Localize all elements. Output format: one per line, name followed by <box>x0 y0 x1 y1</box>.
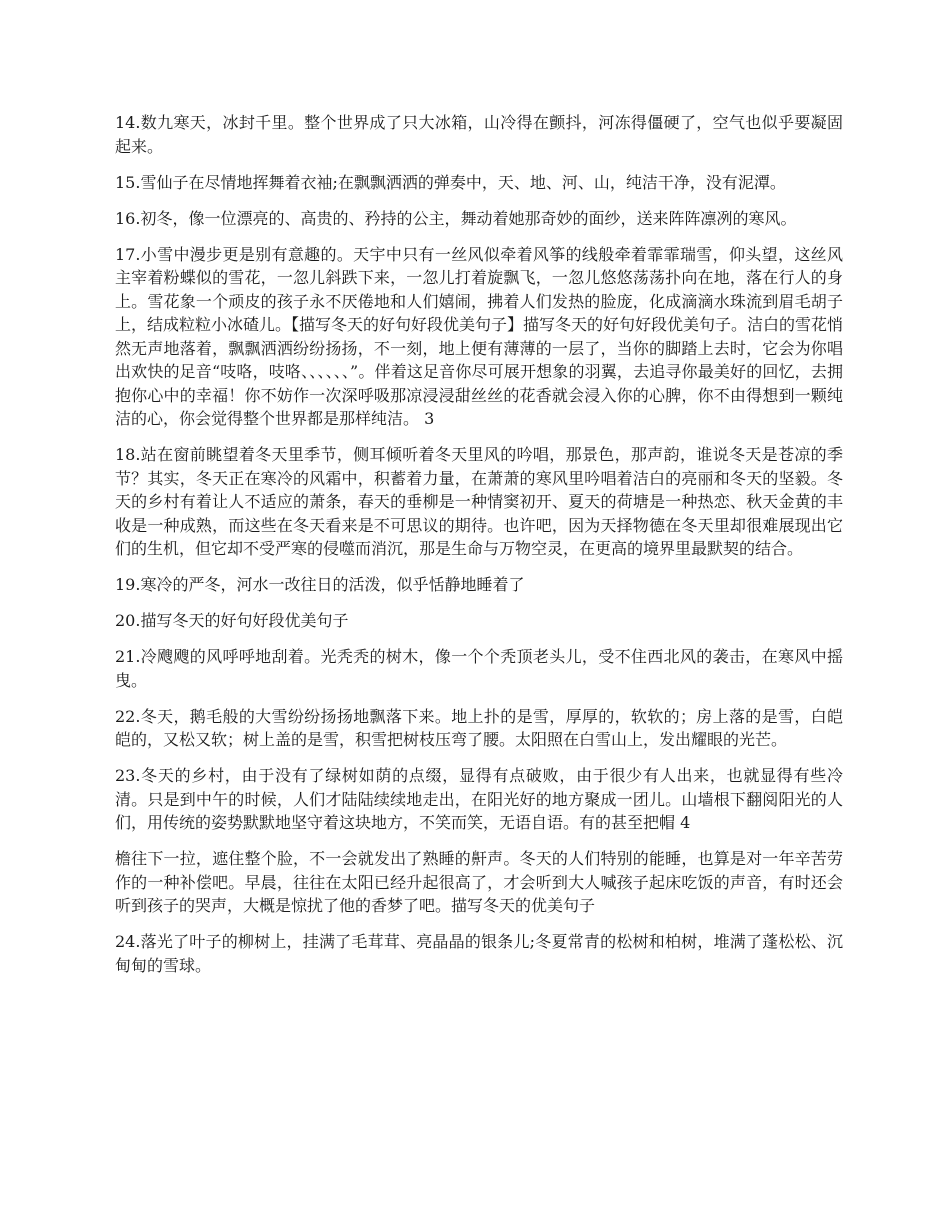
paragraph-18: 18.站在窗前眺望着冬天里季节，侧耳倾听着冬天里风的吟唱，那景色，那声韵，谁说冬天是苍凉的季节？其实，冬天正在寒冷的风霜中，积蓄着力量，在萧萧的寒风里吟唱着洁白的亮丽和冬天的坚毅。冬天的乡村有着让人不适应的萧条，春天的垂柳是一种情窦初开、夏天的荷塘是一种热恋、秋天金黄的丰收是一种成熟，而这些在冬天看来是不可思议的期待。也许吧，因为天择物德在冬天里却很难展现出它们的生机，但它却不受严寒的侵噬而消沉，那是生命与万物空灵，在更高的境界里最默契的结合。 <box>115 445 843 558</box>
paragraph-24: 24.落光了叶子的柳树上，挂满了毛茸茸、亮晶晶的银条儿;冬夏常青的松树和柏树，堆满了蓬松松、沉甸甸的雪球。 <box>115 932 843 975</box>
paragraph-23-continued: 檐往下一拉，遮住整个脸，不一会就发出了熟睡的鼾声。冬天的人们特别的能睡，也算是对一年辛苦劳作的一种补偿吧。早晨，往往在太阳已经升起很高了，才会听到大人喊孩子起床吃饭的声音，有时还会听到孩子的哭声，大概是惊扰了他的香梦了吧。描写冬天的优美句子 <box>115 849 843 915</box>
paragraph-20: 20.描写冬天的好句好段优美句子 <box>115 611 349 630</box>
document-body <box>115 111 843 990</box>
paragraph-22: 22.冬天，鹅毛般的大雪纷纷扬扬地飘落下来。地上扑的是雪，厚厚的，软软的；房上落的是雪，白皑皑的，又松又软；树上盖的是雪，积雪把树枝压弯了腰。太阳照在白雪山上，发出耀眼的光芒。 <box>115 706 843 749</box>
paragraph-17: 17.小雪中漫步更是别有意趣的。天宇中只有一丝风似牵着风筝的线般牵着霏霏瑞雪，仰头望，这丝风主宰着粉蝶似的雪花，一忽儿斜跌下来，一忽儿打着旋飘飞，一忽儿悠悠荡荡扑向在地，落在行人的身上。雪花象一个顽皮的孩子永不厌倦地和人们嬉闹，拂着人们发热的脸庞，化成滴滴水珠流到眉毛胡子上，结成粒粒小冰碴儿。【描写冬天的好句好段优美句子】描写冬天的好句好段优美句子。洁白的雪花悄然无声地落着，飘飘洒洒纷纷扬扬，不一刻，地上便有薄薄的一层了，当你的脚踏上去时，它会为你唱出欢快的足音“吱咯，吱咯、、、、、、”。伴着这足音你尽可展开想象的羽翼，去追寻你最美好的回忆，去拥抱你心中的幸福！你不妨作一次深呼吸那凉浸浸甜丝丝的花香就会浸入你的心脾，你不由得想到一颗纯洁的心，你会觉得整个世界都是那样纯洁。 3 <box>115 244 844 428</box>
paragraph-15: 15.雪仙子在尽情地挥舞着衣袖;在飘飘洒洒的弹奏中，天、地、河、山，纯洁干净，没有泥潭。 <box>115 172 786 192</box>
paragraph-16: 16.初冬，像一位漂亮的、高贵的、矜持的公主，舞动着她那奇妙的面纱，送来阵阵凛冽的寒风。 <box>115 208 797 228</box>
paragraph-21: 21.冷飕飕的风呼呼地刮着。光秃秃的树木，像一个个秃顶老头儿，受不住西北风的袭击，在寒风中摇曳。 <box>115 647 843 690</box>
paragraph-23: 23.冬天的乡村，由于没有了绿树如荫的点缀，显得有点破败，由于很少有人出来，也就显得有些冷清。只是到中午的时候，人们才陆陆续续地走出，在阳光好的地方聚成一团儿。山墙根下翻阅阳光的人们，用传统的姿势默默地坚守着这块地方，不笑而笑，无语自语。有的甚至把帽 4 <box>115 766 843 832</box>
paragraph-14: 14.数九寒天，冰封千里。整个世界成了只大冰箱，山冷得在颤抖，河冻得僵硬了，空气也似乎要凝固起来。 <box>115 113 843 156</box>
paragraph-19: 19.寒冷的严冬，河水一改往日的活泼，似乎恬静地睡着了 <box>115 575 525 594</box>
